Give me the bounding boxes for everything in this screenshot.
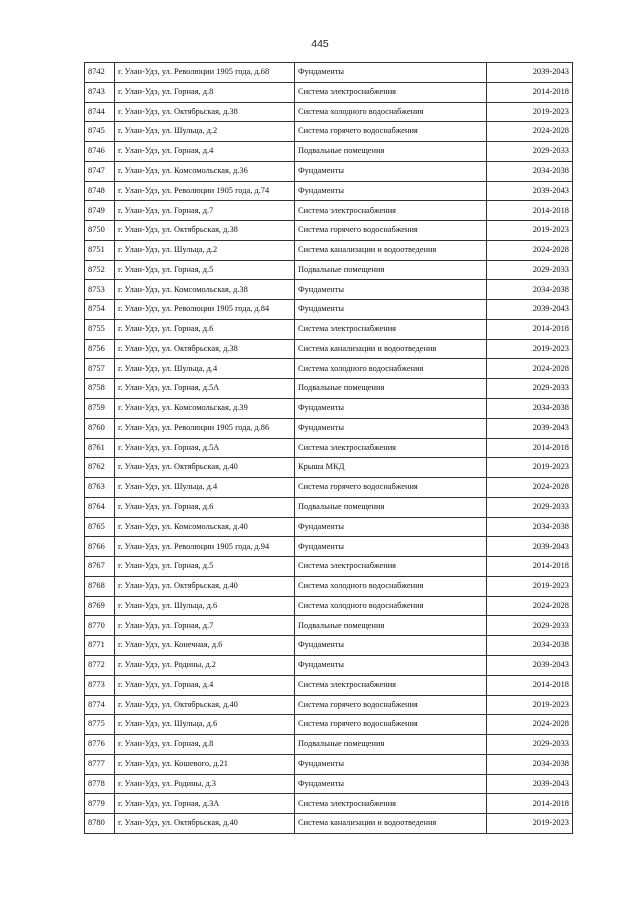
- period-cell: 2019-2023: [487, 814, 573, 834]
- period-cell: 2039-2043: [487, 774, 573, 794]
- table-row: [85, 557, 573, 577]
- table-body: [85, 63, 573, 834]
- period-cell: 2024-2028: [487, 240, 573, 260]
- table-row: [85, 142, 573, 162]
- table-row: [85, 517, 573, 537]
- row-number: 8759: [85, 399, 115, 419]
- page-number: 445: [311, 38, 329, 50]
- system-cell: Система горячего водоснабжения: [295, 478, 487, 498]
- row-number: 8765: [85, 517, 115, 537]
- row-number: 8766: [85, 537, 115, 557]
- period-cell: 2039-2043: [487, 63, 573, 83]
- table-row: [85, 774, 573, 794]
- system-cell: Подвальные помещения: [295, 260, 487, 280]
- address-cell: г. Улан-Удэ, ул. Шульца, д.4: [115, 359, 295, 379]
- address-cell: г. Улан-Удэ, ул. Горная, д.4: [115, 142, 295, 162]
- system-cell: Система канализации и водоотведения: [295, 339, 487, 359]
- system-cell: Фундаменты: [295, 517, 487, 537]
- system-cell: Подвальные помещения: [295, 497, 487, 517]
- system-cell: Система горячего водоснабжения: [295, 715, 487, 735]
- address-cell: г. Улан-Удэ, ул. Горная, д.8: [115, 82, 295, 102]
- system-cell: Подвальные помещения: [295, 379, 487, 399]
- system-cell: Фундаменты: [295, 399, 487, 419]
- row-number: 8747: [85, 161, 115, 181]
- period-cell: 2034-2038: [487, 161, 573, 181]
- table-row: [85, 399, 573, 419]
- table-row: [85, 82, 573, 102]
- row-number: 8742: [85, 63, 115, 83]
- table-row: [85, 63, 573, 83]
- period-cell: 2039-2043: [487, 418, 573, 438]
- address-cell: г. Улан-Удэ, ул. Октябрьская, д.40: [115, 814, 295, 834]
- address-cell: г. Улан-Удэ, ул. Горная, д.7: [115, 616, 295, 636]
- period-cell: 2034-2038: [487, 399, 573, 419]
- address-cell: г. Улан-Удэ, ул. Октябрьская, д.38: [115, 339, 295, 359]
- address-cell: г. Улан-Удэ, ул. Октябрьская, д.38: [115, 102, 295, 122]
- table-row: [85, 300, 573, 320]
- address-cell: г. Улан-Удэ, ул. Горная, д.5: [115, 260, 295, 280]
- address-cell: г. Улан-Удэ, ул. Горная, д.6: [115, 319, 295, 339]
- row-number: 8773: [85, 675, 115, 695]
- row-number: 8775: [85, 715, 115, 735]
- period-cell: 2014-2018: [487, 319, 573, 339]
- address-cell: г. Улан-Удэ, ул. Горная, д.3А: [115, 794, 295, 814]
- table-row: [85, 655, 573, 675]
- address-cell: г. Улан-Удэ, ул. Комсомольская, д.40: [115, 517, 295, 537]
- system-cell: Система электроснабжения: [295, 675, 487, 695]
- table-row: [85, 754, 573, 774]
- address-cell: г. Улан-Удэ, ул. Комсомольская, д.38: [115, 280, 295, 300]
- address-cell: г. Улан-Удэ, ул. Горная, д.5А: [115, 438, 295, 458]
- system-cell: Система электроснабжения: [295, 319, 487, 339]
- period-cell: 2014-2018: [487, 675, 573, 695]
- address-cell: г. Улан-Удэ, ул. Шульца, д.6: [115, 596, 295, 616]
- address-cell: г. Улан-Удэ, ул. Шульца, д.2: [115, 240, 295, 260]
- address-cell: г. Улан-Удэ, ул. Родины, д.2: [115, 655, 295, 675]
- row-number: 8767: [85, 557, 115, 577]
- table-row: [85, 616, 573, 636]
- period-cell: 2039-2043: [487, 300, 573, 320]
- table-row: [85, 636, 573, 656]
- system-cell: Подвальные помещения: [295, 142, 487, 162]
- row-number: 8752: [85, 260, 115, 280]
- table-row: [85, 418, 573, 438]
- address-cell: г. Улан-Удэ, ул. Родины, д.3: [115, 774, 295, 794]
- period-cell: 2014-2018: [487, 82, 573, 102]
- address-cell: г. Улан-Удэ, ул. Октябрьская, д.40: [115, 458, 295, 478]
- system-cell: Подвальные помещения: [295, 616, 487, 636]
- period-cell: 2029-2033: [487, 616, 573, 636]
- table-row: [85, 537, 573, 557]
- address-cell: г. Улан-Удэ, ул. Октябрьская, д.40: [115, 695, 295, 715]
- repair-schedule-table: [84, 62, 573, 834]
- row-number: 8779: [85, 794, 115, 814]
- period-cell: 2029-2033: [487, 497, 573, 517]
- table-row: [85, 715, 573, 735]
- address-cell: г. Улан-Удэ, ул. Горная, д.5А: [115, 379, 295, 399]
- period-cell: 2034-2038: [487, 517, 573, 537]
- table-row: [85, 478, 573, 498]
- period-cell: 2014-2018: [487, 201, 573, 221]
- row-number: 8755: [85, 319, 115, 339]
- row-number: 8758: [85, 379, 115, 399]
- row-number: 8778: [85, 774, 115, 794]
- table-row: [85, 675, 573, 695]
- period-cell: 2029-2033: [487, 142, 573, 162]
- table-row: [85, 122, 573, 142]
- row-number: 8745: [85, 122, 115, 142]
- address-cell: г. Улан-Удэ, ул. Шульца, д.6: [115, 715, 295, 735]
- system-cell: Система электроснабжения: [295, 438, 487, 458]
- table-row: [85, 201, 573, 221]
- system-cell: Фундаменты: [295, 418, 487, 438]
- row-number: 8776: [85, 735, 115, 755]
- row-number: 8751: [85, 240, 115, 260]
- table-row: [85, 181, 573, 201]
- row-number: 8746: [85, 142, 115, 162]
- period-cell: 2014-2018: [487, 794, 573, 814]
- period-cell: 2019-2023: [487, 458, 573, 478]
- system-cell: Система холодного водоснабжения: [295, 596, 487, 616]
- row-number: 8763: [85, 478, 115, 498]
- period-cell: 2014-2018: [487, 438, 573, 458]
- system-cell: Фундаменты: [295, 655, 487, 675]
- system-cell: Система электроснабжения: [295, 794, 487, 814]
- address-cell: г. Улан-Удэ, ул. Октябрьская, д.38: [115, 221, 295, 241]
- table-row: [85, 102, 573, 122]
- address-cell: г. Улан-Удэ, ул. Шульца, д.4: [115, 478, 295, 498]
- address-cell: г. Улан-Удэ, ул. Революции 1905 года, д.74: [115, 181, 295, 201]
- address-cell: г. Улан-Удэ, ул. Конечная, д.6: [115, 636, 295, 656]
- address-cell: г. Улан-Удэ, ул. Октябрьская, д.40: [115, 576, 295, 596]
- row-number: 8756: [85, 339, 115, 359]
- system-cell: Система канализации и водоотведения: [295, 814, 487, 834]
- system-cell: Фундаменты: [295, 636, 487, 656]
- table-row: [85, 280, 573, 300]
- period-cell: 2039-2043: [487, 181, 573, 201]
- row-number: 8770: [85, 616, 115, 636]
- table-row: [85, 794, 573, 814]
- address-cell: г. Улан-Удэ, ул. Комсомольская, д.36: [115, 161, 295, 181]
- period-cell: 2034-2038: [487, 636, 573, 656]
- system-cell: Крыша МКД: [295, 458, 487, 478]
- address-cell: г. Улан-Удэ, ул. Горная, д.8: [115, 735, 295, 755]
- period-cell: 2034-2038: [487, 280, 573, 300]
- system-cell: Фундаменты: [295, 300, 487, 320]
- address-cell: г. Улан-Удэ, ул. Горная, д.6: [115, 497, 295, 517]
- period-cell: 2029-2033: [487, 379, 573, 399]
- table-row: [85, 221, 573, 241]
- period-cell: 2019-2023: [487, 221, 573, 241]
- row-number: 8749: [85, 201, 115, 221]
- period-cell: 2024-2028: [487, 359, 573, 379]
- row-number: 8761: [85, 438, 115, 458]
- row-number: 8744: [85, 102, 115, 122]
- system-cell: Система горячего водоснабжения: [295, 695, 487, 715]
- row-number: 8769: [85, 596, 115, 616]
- system-cell: Фундаменты: [295, 181, 487, 201]
- row-number: 8772: [85, 655, 115, 675]
- address-cell: г. Улан-Удэ, ул. Революции 1905 года, д.84: [115, 300, 295, 320]
- system-cell: Система канализации и водоотведения: [295, 240, 487, 260]
- period-cell: 2019-2023: [487, 695, 573, 715]
- system-cell: Система холодного водоснабжения: [295, 102, 487, 122]
- system-cell: Фундаменты: [295, 754, 487, 774]
- row-number: 8754: [85, 300, 115, 320]
- period-cell: 2039-2043: [487, 537, 573, 557]
- system-cell: Фундаменты: [295, 537, 487, 557]
- system-cell: Система холодного водоснабжения: [295, 359, 487, 379]
- period-cell: 2024-2028: [487, 596, 573, 616]
- row-number: 8748: [85, 181, 115, 201]
- table-row: [85, 359, 573, 379]
- row-number: 8764: [85, 497, 115, 517]
- table-row: [85, 438, 573, 458]
- table-row: [85, 576, 573, 596]
- table-row: [85, 814, 573, 834]
- row-number: 8743: [85, 82, 115, 102]
- system-cell: Система горячего водоснабжения: [295, 122, 487, 142]
- period-cell: 2029-2033: [487, 260, 573, 280]
- period-cell: 2029-2033: [487, 735, 573, 755]
- address-cell: г. Улан-Удэ, ул. Горная, д.5: [115, 557, 295, 577]
- period-cell: 2039-2043: [487, 655, 573, 675]
- table-row: [85, 339, 573, 359]
- system-cell: Фундаменты: [295, 774, 487, 794]
- period-cell: 2019-2023: [487, 576, 573, 596]
- row-number: 8774: [85, 695, 115, 715]
- address-cell: г. Улан-Удэ, ул. Революции 1905 года, д.68: [115, 63, 295, 83]
- table-row: [85, 161, 573, 181]
- period-cell: 2024-2028: [487, 478, 573, 498]
- address-cell: г. Улан-Удэ, ул. Революции 1905 года, д.94: [115, 537, 295, 557]
- system-cell: Система горячего водоснабжения: [295, 221, 487, 241]
- system-cell: Фундаменты: [295, 63, 487, 83]
- table-row: [85, 735, 573, 755]
- row-number: 8757: [85, 359, 115, 379]
- table-row: [85, 260, 573, 280]
- system-cell: Подвальные помещения: [295, 735, 487, 755]
- system-cell: Система электроснабжения: [295, 201, 487, 221]
- table-row: [85, 379, 573, 399]
- row-number: 8760: [85, 418, 115, 438]
- address-cell: г. Улан-Удэ, ул. Революции 1905 года, д.86: [115, 418, 295, 438]
- row-number: 8768: [85, 576, 115, 596]
- row-number: 8750: [85, 221, 115, 241]
- table-row: [85, 497, 573, 517]
- period-cell: 2014-2018: [487, 557, 573, 577]
- system-cell: Система холодного водоснабжения: [295, 576, 487, 596]
- row-number: 8780: [85, 814, 115, 834]
- system-cell: Система электроснабжения: [295, 82, 487, 102]
- system-cell: Фундаменты: [295, 280, 487, 300]
- address-cell: г. Улан-Удэ, ул. Горная, д.7: [115, 201, 295, 221]
- address-cell: г. Улан-Удэ, ул. Комсомольская, д.39: [115, 399, 295, 419]
- row-number: 8753: [85, 280, 115, 300]
- table-row: [85, 695, 573, 715]
- table-row: [85, 319, 573, 339]
- period-cell: 2024-2028: [487, 122, 573, 142]
- period-cell: 2019-2023: [487, 339, 573, 359]
- address-cell: г. Улан-Удэ, ул. Шульца, д.2: [115, 122, 295, 142]
- period-cell: 2034-2038: [487, 754, 573, 774]
- period-cell: 2019-2023: [487, 102, 573, 122]
- address-cell: г. Улан-Удэ, ул. Кошевого, д.21: [115, 754, 295, 774]
- table-row: [85, 458, 573, 478]
- table-row: [85, 596, 573, 616]
- address-cell: г. Улан-Удэ, ул. Горная, д.4: [115, 675, 295, 695]
- row-number: 8777: [85, 754, 115, 774]
- system-cell: Система электроснабжения: [295, 557, 487, 577]
- row-number: 8771: [85, 636, 115, 656]
- row-number: 8762: [85, 458, 115, 478]
- system-cell: Фундаменты: [295, 161, 487, 181]
- period-cell: 2024-2028: [487, 715, 573, 735]
- table-row: [85, 240, 573, 260]
